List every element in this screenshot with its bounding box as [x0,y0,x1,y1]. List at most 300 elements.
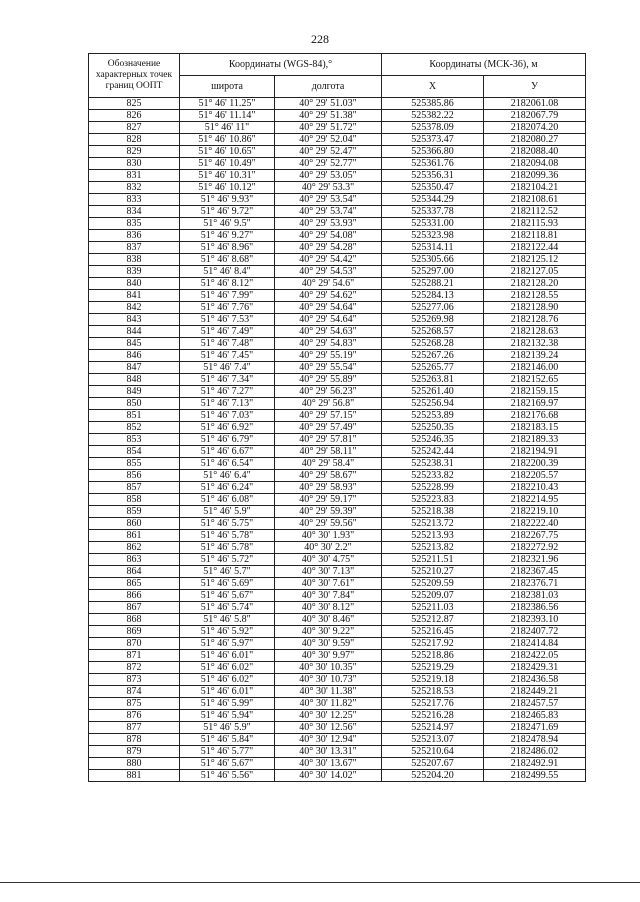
longitude-cell: 40° 30' 4.75" [275,554,382,566]
y-cell: 2182099.36 [484,170,586,182]
point-id-cell: 877 [89,722,180,734]
point-id-cell: 855 [89,458,180,470]
x-cell: 525256.94 [382,398,484,410]
point-id-cell: 828 [89,134,180,146]
latitude-cell: 51° 46' 5.9" [180,506,275,518]
latitude-cell: 51° 46' 7.76" [180,302,275,314]
header-x: X [382,76,484,98]
latitude-cell: 51° 46' 7.48" [180,338,275,350]
table-row [89,338,586,350]
x-cell: 525213.72 [382,518,484,530]
x-cell: 525378.09 [382,122,484,134]
point-id-cell: 852 [89,422,180,434]
x-cell: 525356.31 [382,170,484,182]
y-cell: 2182486.02 [484,746,586,758]
latitude-cell: 51° 46' 11.25" [180,98,275,110]
longitude-cell: 40° 29' 51.38" [275,110,382,122]
longitude-cell: 40° 30' 11.38" [275,686,382,698]
point-id-cell: 854 [89,446,180,458]
x-cell: 525350.47 [382,182,484,194]
y-cell: 2182108.61 [484,194,586,206]
point-id-cell: 859 [89,506,180,518]
y-cell: 2182127.05 [484,266,586,278]
point-id-cell: 826 [89,110,180,122]
latitude-cell: 51° 46' 6.08" [180,494,275,506]
longitude-cell: 40° 29' 59.56" [275,518,382,530]
x-cell: 525361.76 [382,158,484,170]
y-cell: 2182386.56 [484,602,586,614]
header-designation: Обозначение характерных точек границ ООПТ [89,54,180,98]
point-id-cell: 862 [89,542,180,554]
table-row [89,98,586,110]
latitude-cell: 51° 46' 7.4" [180,362,275,374]
latitude-cell: 51° 46' 5.67" [180,758,275,770]
point-id-cell: 868 [89,614,180,626]
longitude-cell: 40° 29' 58.11" [275,446,382,458]
table-row [89,626,586,638]
longitude-cell: 40° 29' 52.04" [275,134,382,146]
longitude-cell: 40° 30' 8.12" [275,602,382,614]
x-cell: 525219.29 [382,662,484,674]
y-cell: 2182367.45 [484,566,586,578]
latitude-cell: 51° 46' 7.99" [180,290,275,302]
point-id-cell: 832 [89,182,180,194]
latitude-cell: 51° 46' 9.5" [180,218,275,230]
table-row [89,554,586,566]
point-id-cell: 872 [89,662,180,674]
latitude-cell: 51° 46' 9.72" [180,206,275,218]
point-id-cell: 876 [89,710,180,722]
y-cell: 2182132.38 [484,338,586,350]
point-id-cell: 840 [89,278,180,290]
x-cell: 525212.87 [382,614,484,626]
latitude-cell: 51° 46' 11.14" [180,110,275,122]
latitude-cell: 51° 46' 6.4" [180,470,275,482]
x-cell: 525242.44 [382,446,484,458]
table-row [89,734,586,746]
header-msk-group: Координаты (МСК-36), м [382,54,586,76]
point-id-cell: 853 [89,434,180,446]
point-id-cell: 866 [89,590,180,602]
x-cell: 525223.83 [382,494,484,506]
x-cell: 525210.64 [382,746,484,758]
header-wgs-group: Координаты (WGS-84),° [180,54,382,76]
latitude-cell: 51° 46' 7.34" [180,374,275,386]
point-id-cell: 881 [89,770,180,782]
x-cell: 525277.06 [382,302,484,314]
point-id-cell: 831 [89,170,180,182]
x-cell: 525213.82 [382,542,484,554]
table-row [89,110,586,122]
longitude-cell: 40° 29' 53.54" [275,194,382,206]
table-row [89,362,586,374]
table-row [89,350,586,362]
x-cell: 525216.45 [382,626,484,638]
point-id-cell: 858 [89,494,180,506]
header-longitude: долгота [275,76,382,98]
y-cell: 2182465.83 [484,710,586,722]
longitude-cell: 40° 29' 54.6" [275,278,382,290]
point-id-cell: 874 [89,686,180,698]
point-id-cell: 838 [89,254,180,266]
y-cell: 2182194.91 [484,446,586,458]
table-row [89,542,586,554]
y-cell: 2182407.72 [484,626,586,638]
table-body [89,98,586,782]
point-id-cell: 833 [89,194,180,206]
longitude-cell: 40° 30' 2.2" [275,542,382,554]
longitude-cell: 40° 29' 55.89" [275,374,382,386]
latitude-cell: 51° 46' 5.92" [180,626,275,638]
longitude-cell: 40° 29' 57.49" [275,422,382,434]
y-cell: 2182104.21 [484,182,586,194]
latitude-cell: 51° 46' 5.84" [180,734,275,746]
point-id-cell: 825 [89,98,180,110]
y-cell: 2182115.93 [484,218,586,230]
y-cell: 2182128.76 [484,314,586,326]
point-id-cell: 879 [89,746,180,758]
latitude-cell: 51° 46' 7.03" [180,410,275,422]
latitude-cell: 51° 46' 6.02" [180,662,275,674]
y-cell: 2182422.05 [484,650,586,662]
x-cell: 525269.98 [382,314,484,326]
latitude-cell: 51° 46' 5.94" [180,710,275,722]
point-id-cell: 835 [89,218,180,230]
x-cell: 525213.93 [382,530,484,542]
point-id-cell: 841 [89,290,180,302]
table-row [89,578,586,590]
x-cell: 525213.07 [382,734,484,746]
y-cell: 2182414.84 [484,638,586,650]
latitude-cell: 51° 46' 7.45" [180,350,275,362]
longitude-cell: 40° 30' 7.84" [275,590,382,602]
x-cell: 525284.13 [382,290,484,302]
table-row [89,134,586,146]
longitude-cell: 40° 29' 54.42" [275,254,382,266]
latitude-cell: 51° 46' 5.9" [180,722,275,734]
latitude-cell: 51° 46' 5.8" [180,614,275,626]
latitude-cell: 51° 46' 5.99" [180,698,275,710]
longitude-cell: 40° 30' 12.25" [275,710,382,722]
y-cell: 2182272.92 [484,542,586,554]
longitude-cell: 40° 30' 7.13" [275,566,382,578]
point-id-cell: 839 [89,266,180,278]
table-row [89,746,586,758]
x-cell: 525297.00 [382,266,484,278]
longitude-cell: 40° 29' 52.47" [275,146,382,158]
point-id-cell: 860 [89,518,180,530]
point-id-cell: 857 [89,482,180,494]
table-row [89,458,586,470]
point-id-cell: 836 [89,230,180,242]
x-cell: 525385.86 [382,98,484,110]
y-cell: 2182492.91 [484,758,586,770]
longitude-cell: 40° 30' 10.73" [275,674,382,686]
point-id-cell: 875 [89,698,180,710]
latitude-cell: 51° 46' 10.49" [180,158,275,170]
x-cell: 525344.29 [382,194,484,206]
table-row [89,758,586,770]
latitude-cell: 51° 46' 9.93" [180,194,275,206]
longitude-cell: 40° 29' 53.93" [275,218,382,230]
table-row [89,278,586,290]
latitude-cell: 51° 46' 5.74" [180,602,275,614]
longitude-cell: 40° 30' 9.22" [275,626,382,638]
point-id-cell: 844 [89,326,180,338]
latitude-cell: 51° 46' 8.68" [180,254,275,266]
latitude-cell: 51° 46' 5.7" [180,566,275,578]
latitude-cell: 51° 46' 8.96" [180,242,275,254]
longitude-cell: 40° 29' 52.77" [275,158,382,170]
longitude-cell: 40° 29' 51.03" [275,98,382,110]
y-cell: 2182128.90 [484,302,586,314]
x-cell: 525246.35 [382,434,484,446]
x-cell: 525228.99 [382,482,484,494]
longitude-cell: 40° 29' 53.3" [275,182,382,194]
latitude-cell: 51° 46' 11" [180,122,275,134]
table-row [89,674,586,686]
point-id-cell: 849 [89,386,180,398]
table-row [89,374,586,386]
latitude-cell: 51° 46' 7.13" [180,398,275,410]
table-row [89,290,586,302]
y-cell: 2182146.00 [484,362,586,374]
point-id-cell: 861 [89,530,180,542]
latitude-cell: 51° 46' 8.12" [180,278,275,290]
longitude-cell: 40° 30' 13.67" [275,758,382,770]
longitude-cell: 40° 29' 55.19" [275,350,382,362]
latitude-cell: 51° 46' 6.01" [180,686,275,698]
x-cell: 525265.77 [382,362,484,374]
point-id-cell: 848 [89,374,180,386]
page-number: 228 [311,32,329,46]
table-row [89,470,586,482]
longitude-cell: 40° 30' 9.97" [275,650,382,662]
table-row [89,686,586,698]
y-cell: 2182061.08 [484,98,586,110]
longitude-cell: 40° 30' 12.56" [275,722,382,734]
latitude-cell: 51° 46' 5.77" [180,746,275,758]
y-cell: 2182393.10 [484,614,586,626]
latitude-cell: 51° 46' 5.75" [180,518,275,530]
x-cell: 525268.57 [382,326,484,338]
latitude-cell: 51° 46' 5.67" [180,590,275,602]
table-row [89,518,586,530]
table-row [89,566,586,578]
table-row [89,662,586,674]
y-cell: 2182267.75 [484,530,586,542]
table-row [89,230,586,242]
longitude-cell: 40° 29' 57.15" [275,410,382,422]
point-id-cell: 846 [89,350,180,362]
coordinates-table [88,53,586,782]
table-row [89,182,586,194]
table-row [89,650,586,662]
latitude-cell: 51° 46' 7.49" [180,326,275,338]
point-id-cell: 850 [89,398,180,410]
latitude-cell: 51° 46' 6.01" [180,650,275,662]
x-cell: 525305.66 [382,254,484,266]
table-row [89,218,586,230]
latitude-cell: 51° 46' 5.78" [180,530,275,542]
y-cell: 2182205.57 [484,470,586,482]
point-id-cell: 834 [89,206,180,218]
latitude-cell: 51° 46' 7.53" [180,314,275,326]
y-cell: 2182471.69 [484,722,586,734]
table-row [89,482,586,494]
x-cell: 525214.97 [382,722,484,734]
x-cell: 525210.27 [382,566,484,578]
longitude-cell: 40° 29' 54.63" [275,326,382,338]
longitude-cell: 40° 29' 56.23" [275,386,382,398]
y-cell: 2182381.03 [484,590,586,602]
latitude-cell: 51° 46' 6.92" [180,422,275,434]
y-cell: 2182169.97 [484,398,586,410]
x-cell: 525211.03 [382,602,484,614]
longitude-cell: 40° 30' 11.82" [275,698,382,710]
y-cell: 2182139.24 [484,350,586,362]
point-id-cell: 863 [89,554,180,566]
latitude-cell: 51° 46' 6.02" [180,674,275,686]
table-row [89,710,586,722]
y-cell: 2182457.57 [484,698,586,710]
table-row [89,314,586,326]
latitude-cell: 51° 46' 10.65" [180,146,275,158]
x-cell: 525382.22 [382,110,484,122]
point-id-cell: 864 [89,566,180,578]
latitude-cell: 51° 46' 5.56" [180,770,275,782]
longitude-cell: 40° 29' 54.62" [275,290,382,302]
y-cell: 2182478.94 [484,734,586,746]
x-cell: 525337.78 [382,206,484,218]
latitude-cell: 51° 46' 8.4" [180,266,275,278]
y-cell: 2182094.08 [484,158,586,170]
table-row [89,206,586,218]
longitude-cell: 40° 29' 56.8" [275,398,382,410]
table-row [89,158,586,170]
table-row [89,722,586,734]
x-cell: 525261.40 [382,386,484,398]
latitude-cell: 51° 46' 7.27" [180,386,275,398]
point-id-cell: 830 [89,158,180,170]
y-cell: 2182128.20 [484,278,586,290]
y-cell: 2182159.15 [484,386,586,398]
x-cell: 525373.47 [382,134,484,146]
longitude-cell: 40° 29' 57.81" [275,434,382,446]
y-cell: 2182200.39 [484,458,586,470]
point-id-cell: 829 [89,146,180,158]
longitude-cell: 40° 30' 13.31" [275,746,382,758]
longitude-cell: 40° 29' 58.4" [275,458,382,470]
table-header [89,54,586,98]
point-id-cell: 873 [89,674,180,686]
longitude-cell: 40° 30' 8.46" [275,614,382,626]
longitude-cell: 40° 29' 54.08" [275,230,382,242]
longitude-cell: 40° 29' 59.17" [275,494,382,506]
latitude-cell: 51° 46' 6.24" [180,482,275,494]
table-row [89,254,586,266]
y-cell: 2182152.65 [484,374,586,386]
y-cell: 2182210.43 [484,482,586,494]
bottom-rule [0,882,640,883]
y-cell: 2182112.52 [484,206,586,218]
y-cell: 2182088.40 [484,146,586,158]
longitude-cell: 40° 29' 54.53" [275,266,382,278]
table-row [89,194,586,206]
point-id-cell: 845 [89,338,180,350]
x-cell: 525268.28 [382,338,484,350]
table-row [89,506,586,518]
point-id-cell: 842 [89,302,180,314]
y-cell: 2182222.40 [484,518,586,530]
y-cell: 2182499.55 [484,770,586,782]
y-cell: 2182189.33 [484,434,586,446]
longitude-cell: 40° 30' 9.59" [275,638,382,650]
x-cell: 525366.80 [382,146,484,158]
latitude-cell: 51° 46' 10.12" [180,182,275,194]
longitude-cell: 40° 30' 1.93" [275,530,382,542]
table-row [89,530,586,542]
longitude-cell: 40° 30' 14.02" [275,770,382,782]
x-cell: 525219.18 [382,674,484,686]
x-cell: 525253.89 [382,410,484,422]
table-row [89,326,586,338]
latitude-cell: 51° 46' 6.67" [180,446,275,458]
table-row [89,590,586,602]
longitude-cell: 40° 29' 54.64" [275,314,382,326]
x-cell: 525217.92 [382,638,484,650]
latitude-cell: 51° 46' 6.54" [180,458,275,470]
x-cell: 525250.35 [382,422,484,434]
latitude-cell: 51° 46' 5.97" [180,638,275,650]
x-cell: 525314.11 [382,242,484,254]
table-row [89,614,586,626]
latitude-cell: 51° 46' 5.78" [180,542,275,554]
y-cell: 2182125.12 [484,254,586,266]
longitude-cell: 40° 29' 58.67" [275,470,382,482]
point-id-cell: 878 [89,734,180,746]
y-cell: 2182376.71 [484,578,586,590]
longitude-cell: 40° 29' 53.74" [275,206,382,218]
x-cell: 525331.00 [382,218,484,230]
point-id-cell: 867 [89,602,180,614]
table-row [89,446,586,458]
longitude-cell: 40° 29' 54.28" [275,242,382,254]
table-row [89,386,586,398]
point-id-cell: 843 [89,314,180,326]
x-cell: 525209.59 [382,578,484,590]
longitude-cell: 40° 29' 54.64" [275,302,382,314]
y-cell: 2182128.55 [484,290,586,302]
table-row [89,410,586,422]
y-cell: 2182436.58 [484,674,586,686]
table-row [89,494,586,506]
x-cell: 525323.98 [382,230,484,242]
longitude-cell: 40° 29' 54.83" [275,338,382,350]
point-id-cell: 869 [89,626,180,638]
table-row [89,698,586,710]
point-id-cell: 847 [89,362,180,374]
y-cell: 2182122.44 [484,242,586,254]
x-cell: 525218.38 [382,506,484,518]
longitude-cell: 40° 30' 12.94" [275,734,382,746]
longitude-cell: 40° 29' 51.72" [275,122,382,134]
y-cell: 2182118.81 [484,230,586,242]
longitude-cell: 40° 30' 10.35" [275,662,382,674]
table-row [89,170,586,182]
table-row [89,242,586,254]
latitude-cell: 51° 46' 10.31" [180,170,275,182]
